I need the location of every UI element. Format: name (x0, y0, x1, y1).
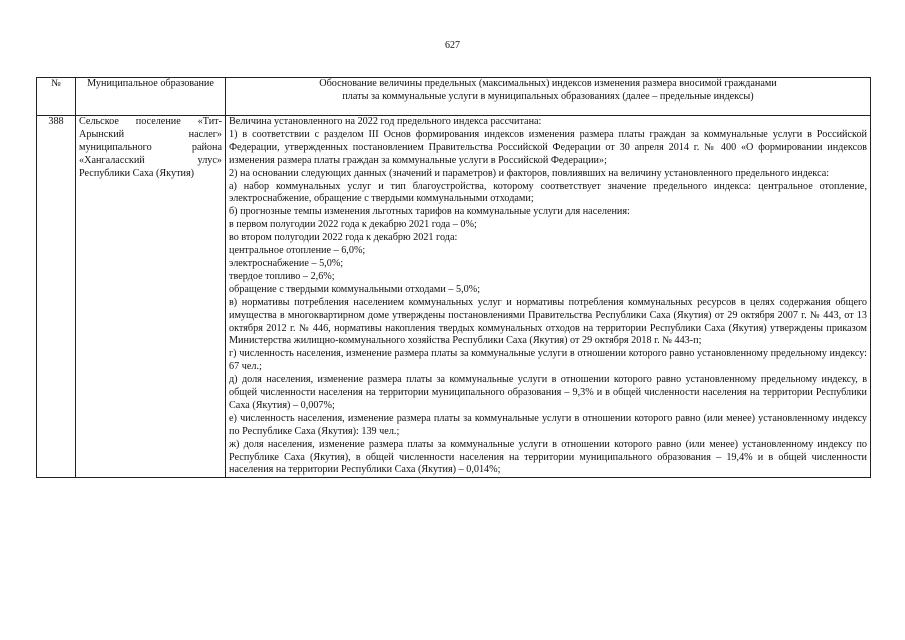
header-municipality: Муниципальное образование (76, 78, 226, 116)
justification-paragraph: Величина установленного на 2022 год предельного индекса рассчитана: (229, 116, 542, 127)
justification-cell (226, 116, 871, 478)
header-justification (226, 78, 871, 116)
header-justification-line: платы за коммунальные услуги в муниципальных образованиях (далее – предельные индексы) (342, 90, 754, 102)
table-row (37, 116, 871, 478)
justification-paragraph: твердое топливо – 2,6%; (229, 270, 335, 282)
table-header-row (37, 78, 871, 116)
justification-paragraph: ж) доля населения, изменение размера платы за коммунальные услуги в отношении которого равно (или менее) установленному индексу по Республике Саха (Якутия), в общей численности населения на территории муниципального образования – 19,4% и в общей численности населения на территории Республики Саха (Якутия) – 0,014%; (229, 438, 867, 476)
municipality-cell (76, 116, 226, 478)
justification-paragraph: в) нормативы потребления населением коммунальных услуг и нормативы потребления коммунальных ресурсов в целях содержания общего имущества в многоквартирном доме утверждены постановлениями Правительства Республики Саха (Якутия) от 29 октября 2007 г. № 443, от 13 октября 2012 г. № 446, нормативы накопления твердых коммунальных отходов на территории Республики Саха (Якутия) утверждены приказом Министерства жилищно-коммунального хозяйства Республики Саха (Якутия) от 29 октября 2018 г. № 443-п; (229, 296, 867, 347)
justification-paragraph: д) доля населения, изменение размера платы за коммунальные услуги в отношении которого равно установленному предельному индексу, в общей численности населения на территории муниципального образования – 9,3% и в общей численности населения на территории Республики Саха (Якутия) – 0,007%; (229, 374, 867, 411)
municipality-name: Сельское поселение «Тит-Арынский наслег» муниципального района «Хангаласский улус» Республики Саха (Якутия) (79, 116, 222, 179)
justification-paragraph: электроснабжение – 5,0%; (229, 257, 344, 269)
justification-paragraph: центральное отопление – 6,0%; (229, 245, 366, 257)
justification-paragraph: 1) в соответствии с разделом III Основ формирования индексов изменения размера платы граждан за коммунальные услуги в Российской Федерации, утвержденных постановлением Правительства Российской Федерации от 30 апреля 2014 г. № 400 «О формировании индексов изменения размера платы граждан за коммунальные услуги в Российской Федерации»; (229, 128, 867, 166)
page-number: 627 (445, 40, 460, 51)
justification-paragraph: в первом полугодии 2022 года к декабрю 2021 года – 0%; (229, 219, 477, 231)
row-number: 388 (37, 116, 76, 478)
justification-paragraph: 2) на основании следующих данных (значений и параметров) и факторов, повлиявших на величину установленного предельного индекса: (229, 167, 830, 179)
justification-paragraph: обращение с твердыми коммунальными отходами – 5,0%; (229, 283, 481, 295)
justification-paragraph: во втором полугодии 2022 года к декабрю 2021 года: (229, 232, 458, 244)
tariff-index-table (36, 77, 871, 478)
header-justification-line: Обоснование величины предельных (максимальных) индексов изменения размера вносимой гражданами (319, 78, 777, 89)
justification-paragraph: а) набор коммунальных услуг и тип благоустройства, которому соответствует значение предельного индекса: центральное отопление, электроснабжение, обращение с твердыми коммунальными отходами; (229, 180, 867, 205)
justification-paragraph: б) прогнозные темпы изменения льготных тарифов на коммунальные услуги для населения: (229, 206, 630, 218)
justification-paragraph: е) численность населения, изменение размера платы за коммунальные услуги в отношении которого равно (или менее) установленному индексу по Республике Саха (Якутия): 139 чел.; (229, 412, 867, 437)
justification-paragraph: г) численность населения, изменение размера платы за коммунальные услуги в отношении которого равно установленному предельному индексу: 67 чел.; (229, 348, 867, 373)
header-number: № (37, 78, 76, 116)
